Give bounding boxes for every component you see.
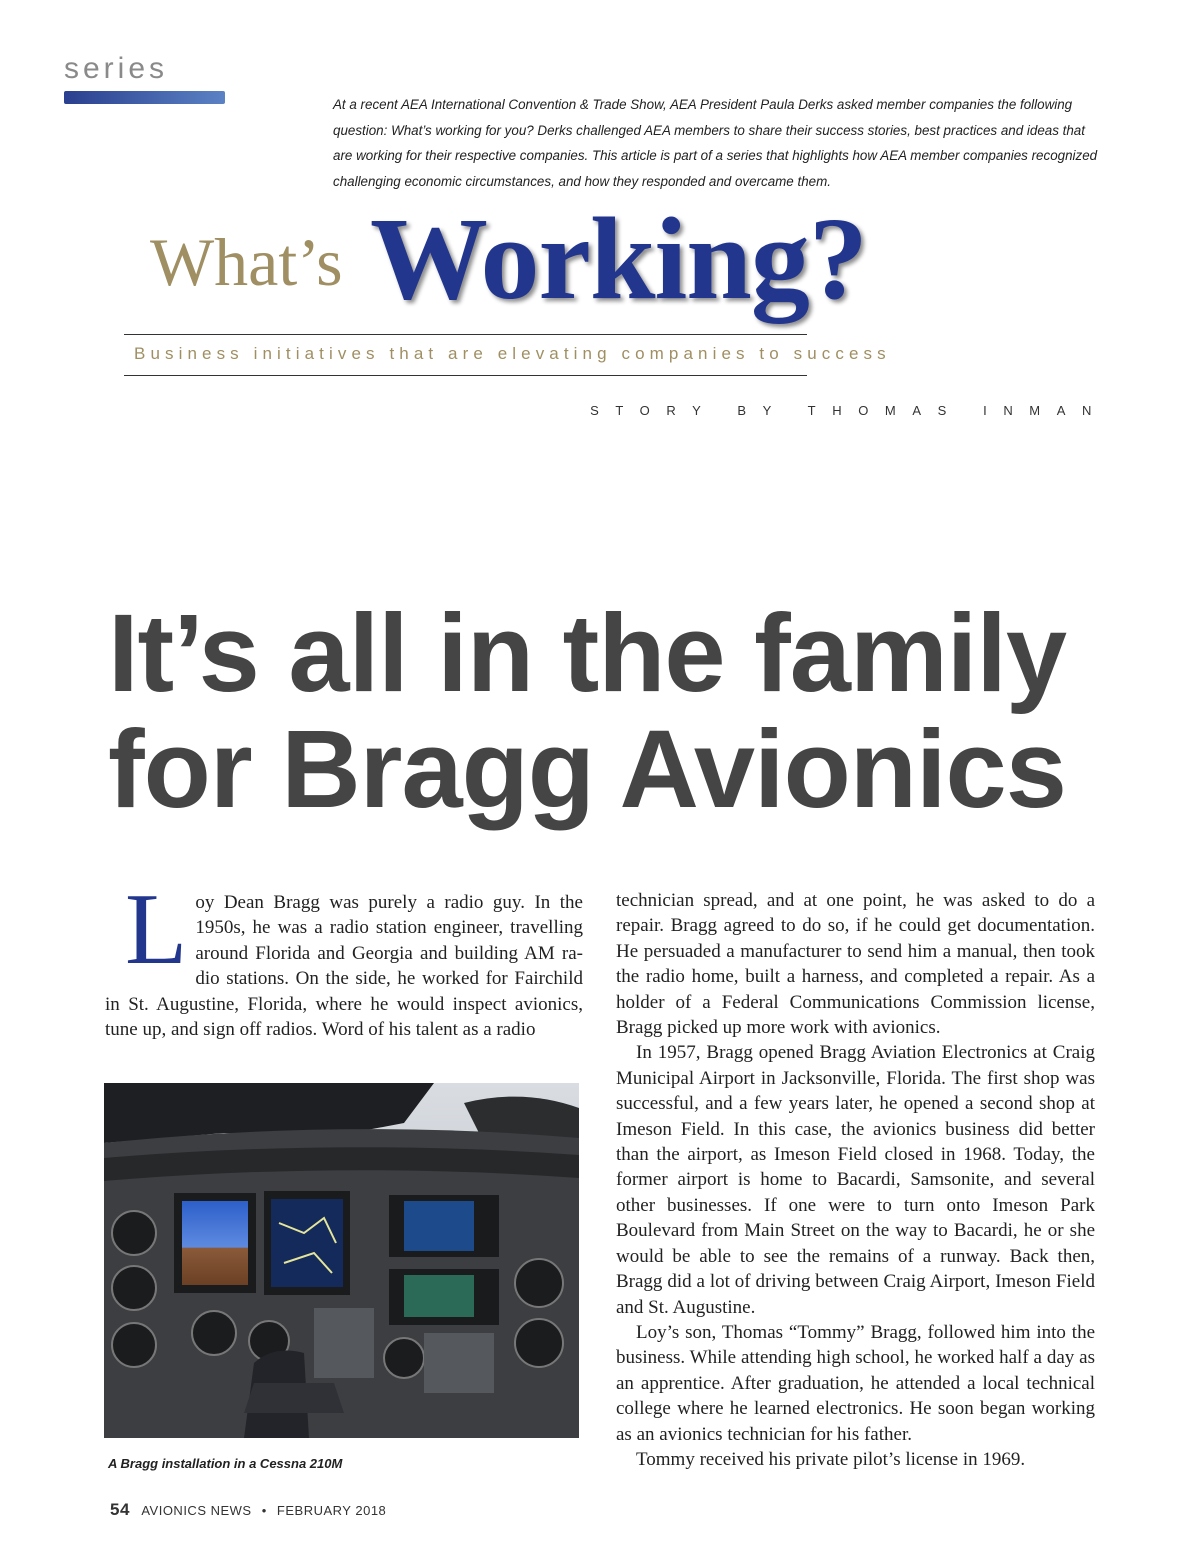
series-accent-bar (64, 91, 225, 104)
body-paragraph: Tommy received his private pilot’s license in 1969. (636, 1448, 1026, 1470)
byline: STORY BY THOMAS INMAN (590, 403, 1108, 418)
series-label: series (64, 52, 169, 85)
intro-text: At a recent AEA International Convention & Trade Show, AEA President Paula Derks asked member companies the following question: What’s working for you? Derks challenged AEA members to share their success stories, best practices and ideas that are working for their respective companies. This article is part of a series that highlights how AEA member companies recognized challenging economic circumstances, and how they responded and overcame them. (333, 97, 1098, 189)
publication-name: AVIONICS NEWS (141, 1503, 252, 1518)
tagline-rule-top (124, 334, 807, 335)
headline-line-1: It’s all in the family (108, 592, 1067, 715)
tagline-rule-bottom (124, 375, 807, 376)
masthead-working: Working? (370, 193, 867, 324)
masthead-whats: What’s (150, 224, 343, 300)
cockpit-illustration (104, 1083, 579, 1438)
body-column-left (105, 873, 583, 1042)
photo-caption: A Bragg installation in a Cessna 210M (108, 1456, 343, 1471)
body-paragraph: Loy’s son, Thomas “Tommy” Bragg, followed him into the business. While attending high school, he worked half a day as an apprentice. After graduation, he attended a local technical college where he learned electronics. He soon began working as an avionics technician for his father. (616, 1321, 1095, 1445)
body-text: oy Dean Bragg was purely a radio guy. In the 1950s, he was a radio station engineer, travelling around Florida and Georgia and building AM radio stations. On the side, he worked for Fairchild in St. Augustine, Florida, where he would inspect avionics, tune up, and sign off radios. Word of his talent as a radio (105, 892, 583, 1041)
footer-separator: • (261, 1503, 267, 1518)
masthead-tagline: Business initiatives that are elevating companies to success (134, 344, 891, 363)
page-number: 54 (110, 1500, 130, 1519)
cockpit-photo (104, 1083, 579, 1438)
page-footer (110, 1500, 386, 1520)
body-paragraph (105, 873, 583, 1042)
headline (108, 592, 1108, 831)
body-column-right (616, 888, 1095, 1472)
body-paragraph: In 1957, Bragg opened Bragg Aviation Electronics at Craig Municipal Airport in Jacksonville, Florida. The first shop was successful, and a few years later, he opened a second shop at Imeson Field. In this case, the avionics business did better than the airport, as Imeson Field closed in 1968. Today, the former airport is home to Bacardi, Samsonite, and several other businesses. If one were to turn onto Imeson Park Boulevard from Main Street on the way to Bacardi, he or she would be able to see the remains of a runway. Back then, Bragg did a lot of driving between Craig Airport, Imeson Field and St. Augustine. (616, 1042, 1095, 1318)
drop-cap: L (125, 873, 188, 986)
issue-date: FEBRUARY 2018 (276, 1503, 387, 1518)
body-paragraph: technician spread, and at one point, he was asked to do a repair. Bragg agreed to do so, if he could get documentation. He persuaded a manufacturer to send him a manual, then took the radio home, built a harness, and completed a repair. As a holder of a Federal Communications Commission license, Bragg picked up more work with avionics. (616, 890, 1095, 1039)
headline-line-2: for Bragg Avionics (108, 708, 1066, 831)
